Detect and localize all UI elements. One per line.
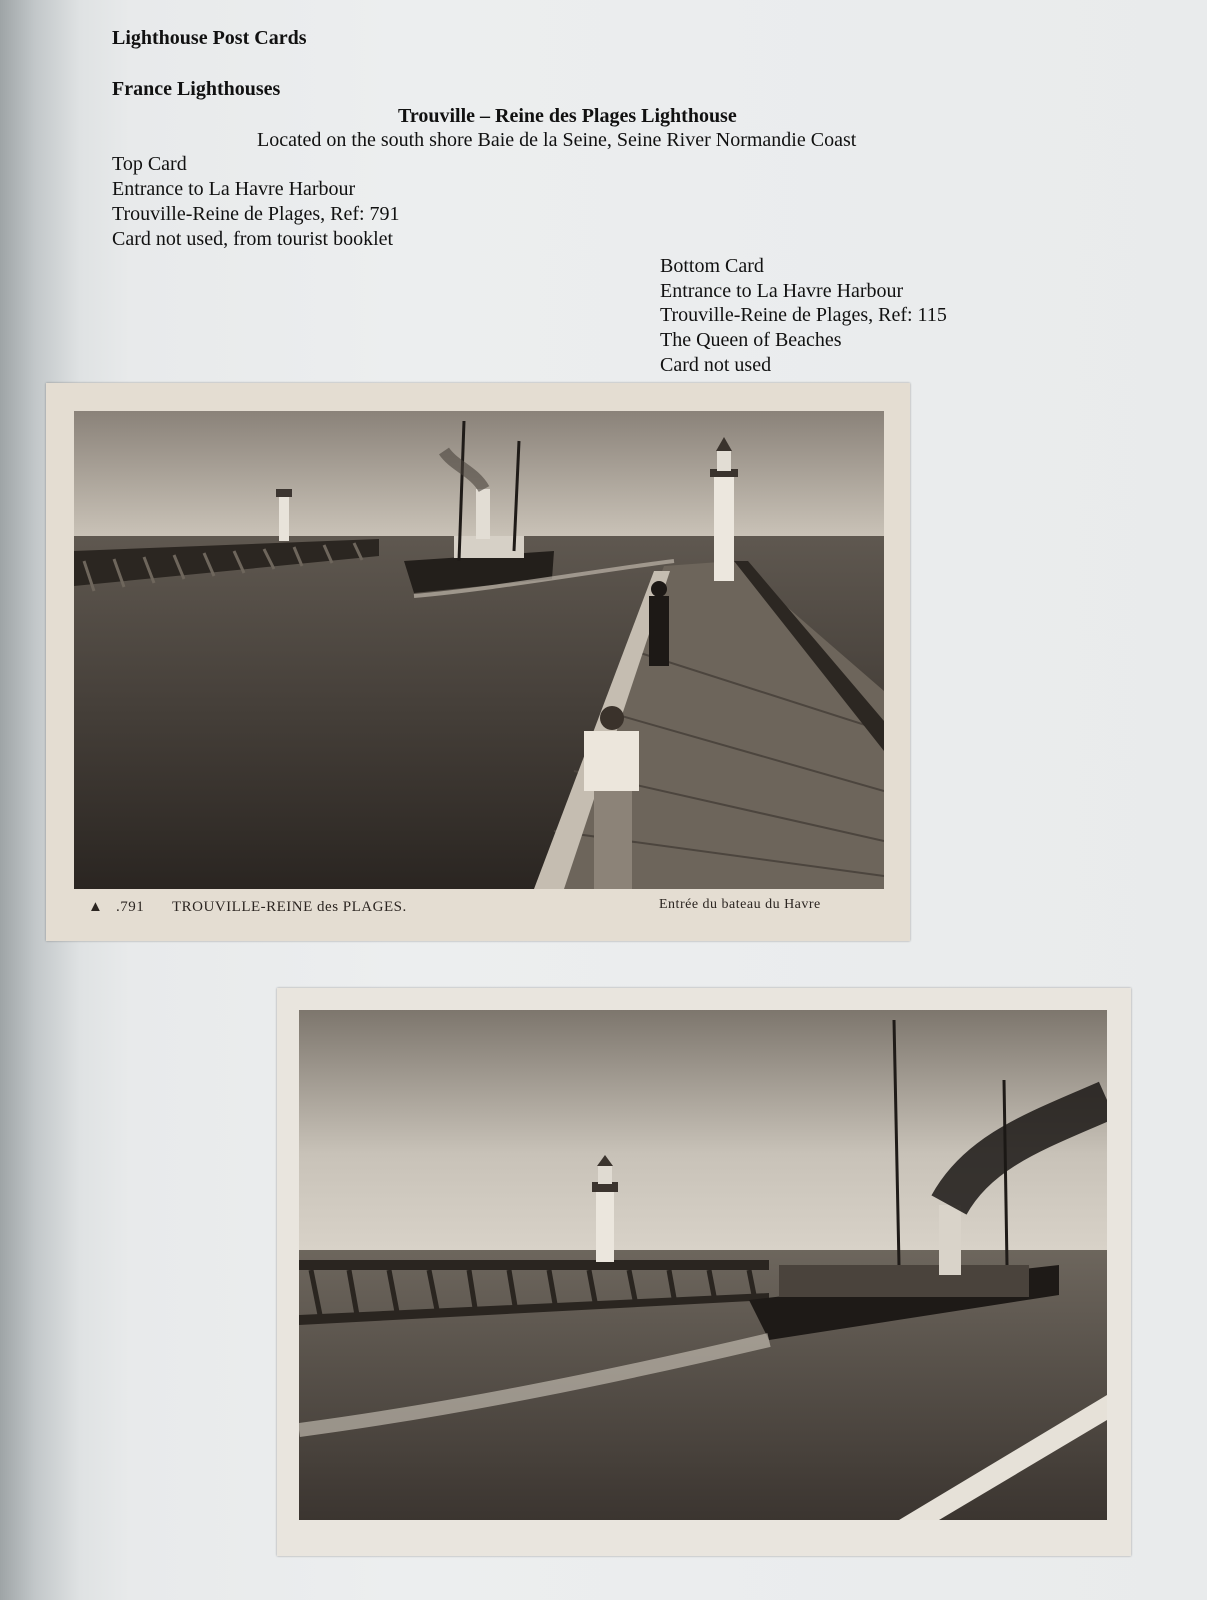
place-caption: TROUVILLE-REINE des PLAGES. bbox=[172, 899, 407, 915]
bottom-card-note: Trouville-Reine de Plages, Ref: 115 bbox=[660, 304, 947, 326]
top-card-note: Entrance to La Havre Harbour bbox=[112, 178, 356, 200]
top-card-photo bbox=[74, 411, 884, 889]
scene-caption: Entrée du bateau du Havre bbox=[659, 897, 821, 912]
page-title: Lighthouse Post Cards bbox=[112, 27, 307, 49]
location-line: Located on the south shore Baie de la Seine, Seine River Normandie Coast bbox=[257, 129, 857, 151]
top-card-note: Top Card bbox=[112, 153, 187, 175]
bottom-postcard bbox=[277, 988, 1131, 1556]
bottom-card-note: The Queen of Beaches bbox=[660, 329, 842, 351]
ref-number: .791 bbox=[116, 899, 145, 915]
top-card-note: Card not used, from tourist booklet bbox=[112, 228, 394, 250]
bottom-card-photo bbox=[299, 1010, 1107, 1520]
bottom-card-note: Bottom Card bbox=[660, 255, 764, 277]
lighthouse-name: Trouville – Reine des Plages Lighthouse bbox=[398, 105, 737, 127]
bottom-card-note: Entrance to La Havre Harbour bbox=[660, 280, 904, 302]
top-postcard bbox=[46, 383, 910, 941]
bottom-card-note: Card not used bbox=[660, 354, 772, 376]
top-card-note: Trouville-Reine de Plages, Ref: 791 bbox=[112, 203, 400, 225]
section-heading: France Lighthouses bbox=[112, 78, 281, 100]
publisher-logo: ▲ bbox=[88, 899, 104, 915]
